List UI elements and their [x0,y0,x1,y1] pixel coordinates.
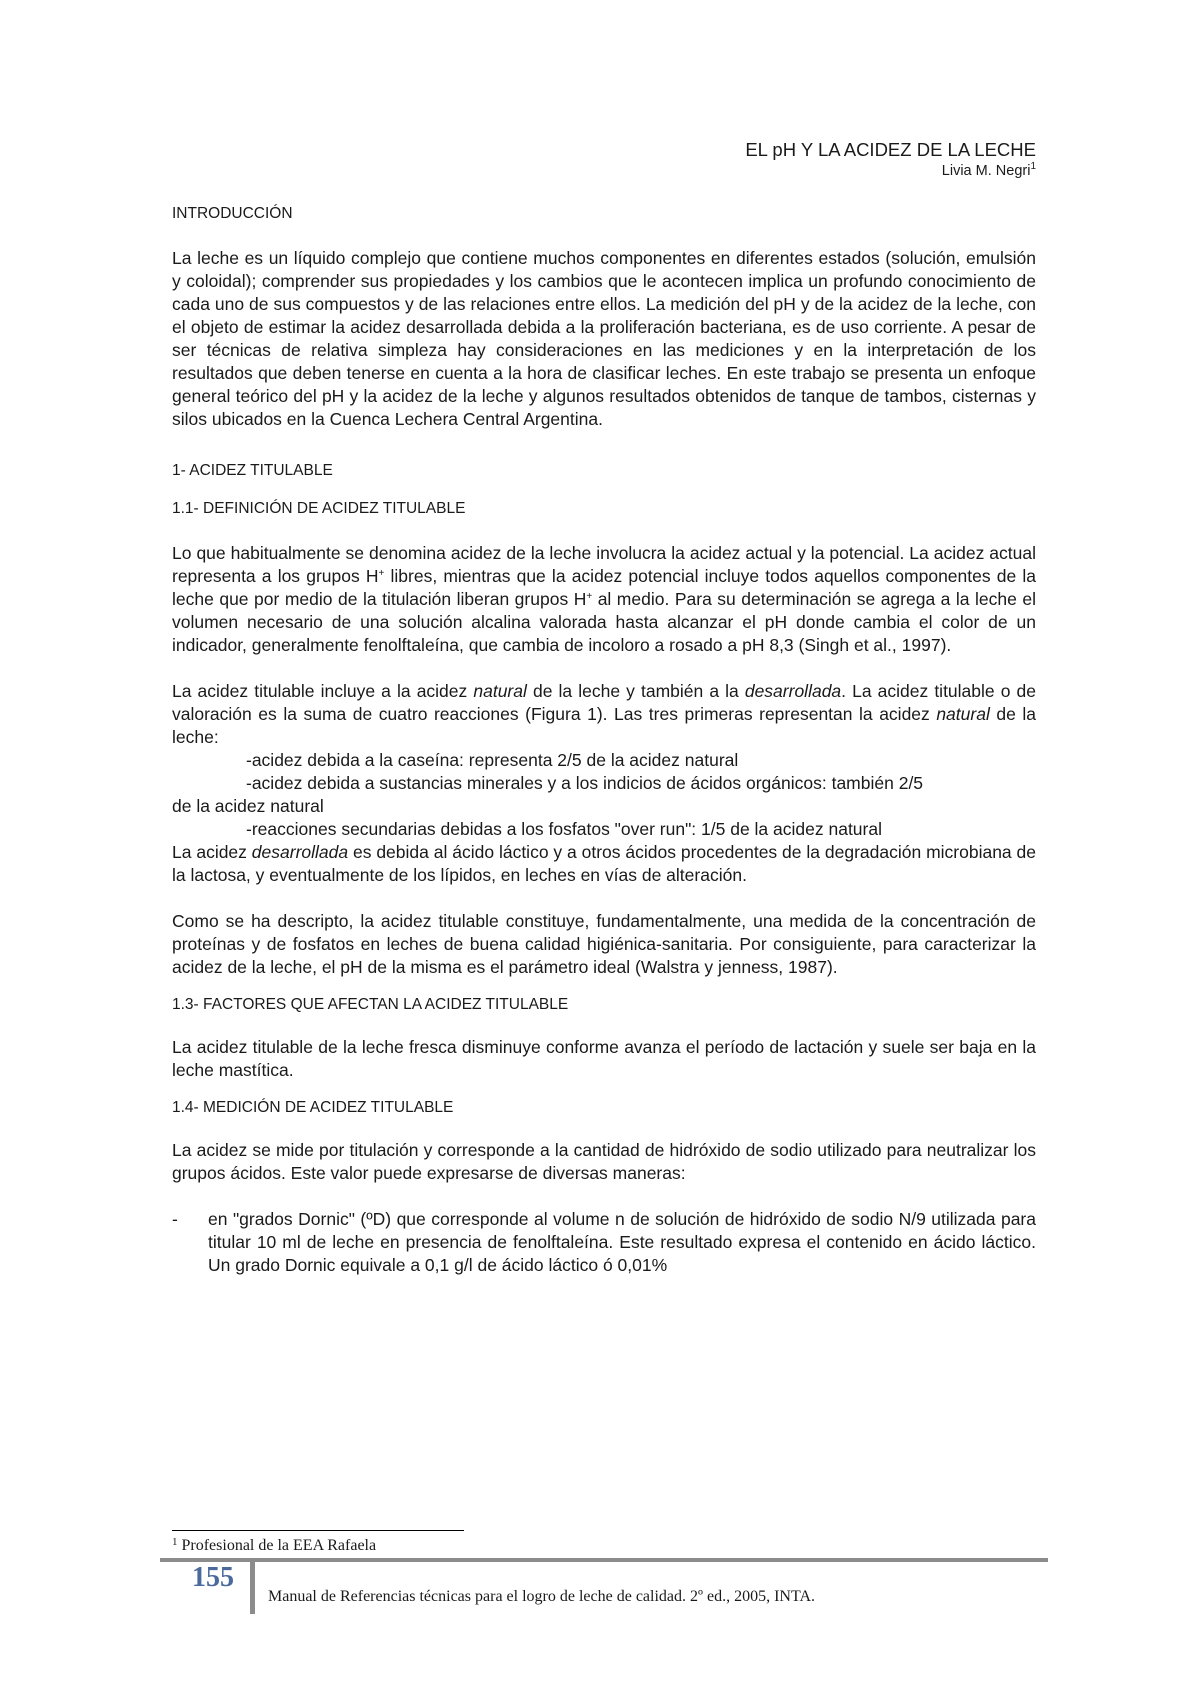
footnote-separator [172,1530,464,1531]
author-name: Livia M. Negri [941,163,1031,179]
document-title: EL pH Y LA ACIDEZ DE LA LECHE [745,139,1036,160]
text-run: . La acidez titulable o de valoración es la suma de cuatro reacciones (Figura 1). Las tres primeras representan la acidez [172,681,1036,724]
footer-rule [160,1558,1048,1562]
text-run: La acidez titulable incluye a la acidez [172,681,474,701]
italic-desarrollada: desarrollada [744,681,842,701]
list-dash: - [172,1209,178,1229]
page-body [172,138,1036,1277]
text-run: libres, mientras que la acidez potencial incluye todos aquellos componentes de la leche que por medio de la titulación liberan grupos H [172,566,1036,609]
text-run: de la leche: [172,704,1036,747]
text-run: al medio. Para su determinación se agrega a la leche el volumen necesario de una solución alcalina valorada hasta alcanzar el pH donde cambia el color de un indicador, generalmente fenolftaleína, que cambia de incoloro a rosado a pH 8,3 (Singh et al., 1997). [172,589,1036,655]
text-run: en "grados Dornic" (ºD) que corresponde al volume n de solución de hidróxido de sodio N/9 utilizada para titular 10 ml de leche en presencia de fenolftaleína. Este resultado expresa el contenido en ácido láctico. Un grado Dornic equivale a 0,1 g/l de ácido láctico ó 0,01% [208,1209,1036,1275]
text-run: de la leche y también a la [526,681,745,701]
paragraph-acidez-desarrollada [172,841,1036,887]
superscript-plus: + [586,591,593,602]
paragraph-introduccion: La leche es un líquido complejo que contiene muchos componentes en diferentes estados (solución, emulsión y coloidal); comprender sus propiedades y los cambios que le acontecen implica un profundo conocimiento de cada uno de sus compuestos y de las relaciones entre ellos. La medición del pH y de la acidez de la leche, con el objeto de estimar la acidez desarrollada debida a la proliferación bacteriana, es de uso corriente. A pesar de ser técnicas de relativa simpleza hay consideraciones en las mediciones y en la interpretación de los resultados que deben tenerse en cuenta a la hora de clasificar leches. En este trabajo se presenta un enfoque general teórico del pH y la acidez de la leche y algunos resultados obtenidos de tanque de tambos, cisternas y silos ubicados en la Cuenca Lechera Central Argentina. [172,248,1036,429]
italic-natural: natural [473,681,527,701]
heading-definicion-acidez: 1.1- DEFINICIÓN DE ACIDEZ TITULABLE [172,500,466,517]
heading-medicion: 1.4- MEDICIÓN DE ACIDEZ TITULABLE [172,1099,454,1116]
text-run: es debida al ácido láctico y a otros ácidos procedentes de la degradación microbiana de la lactosa, y eventualmente de los lípidos, en leches en vías de alteración. [172,842,1036,885]
superscript-plus: + [378,568,385,579]
page-number: 155 [192,1562,234,1593]
author-footnote-mark: 1 [1030,161,1036,172]
list-item-fosfatos: -reacciones secundarias debidas a los fosfatos "over run": 1/5 de la acidez natural [246,819,882,839]
heading-acidez-titulable: 1- ACIDEZ TITULABLE [172,462,333,479]
list-item-caseina: -acidez debida a la caseína: representa 2/5 de la acidez natural [246,750,739,770]
italic-natural: natural [936,704,990,724]
heading-factores: 1.3- FACTORES QUE AFECTAN LA ACIDEZ TITULABLE [172,996,569,1013]
paragraph-definicion [172,542,1036,657]
footnote-mark: 1 [172,1536,178,1548]
title-block [172,138,1036,180]
paragraph-medicion: La acidez se mide por titulación y corresponde a la cantidad de hidróxido de sodio utilizado para neutralizar los grupos ácidos. Este valor puede expresarse de diversas maneras: [172,1140,1036,1183]
heading-introduccion: INTRODUCCIÓN [172,205,293,222]
document-author [172,162,1036,180]
italic-desarrollada: desarrollada [251,842,349,862]
footer-divider [250,1558,255,1614]
footnote [172,1536,376,1556]
footnote-text: Profesional de la EEA Rafaela [181,1537,377,1554]
paragraph-concentracion: Como se ha descripto, la acidez titulable constituye, fundamentalmente, una medida de la concentración de proteínas y de fosfatos en leches de buena calidad higiénica-sanitaria. Por consiguiente, para caracterizar la acidez de la leche, el pH de la misma es el parámetro ideal (Walstra y jenness, 1987). [172,911,1036,977]
footer-citation: Manual de Referencias técnicas para el logro de leche de calidad. 2º ed., 2005, INTA. [268,1588,815,1605]
list-item-minerales-continuation: de la acidez natural [172,796,324,816]
text-run: La acidez [172,842,252,862]
list-item-grados-dornic [172,1208,1036,1277]
list-item-minerales: -acidez debida a sustancias minerales y a los indicios de ácidos orgánicos: también 2/5 [246,773,924,793]
paragraph-factores: La acidez titulable de la leche fresca disminuye conforme avanza el período de lactación y suele ser baja en la leche mastítica. [172,1037,1036,1080]
paragraph-acidez-natural [172,680,1036,749]
text-run: Lo que habitualmente se denomina acidez de la leche involucra la acidez actual y la potencial. La acidez actual representa a los grupos H [172,543,1036,586]
